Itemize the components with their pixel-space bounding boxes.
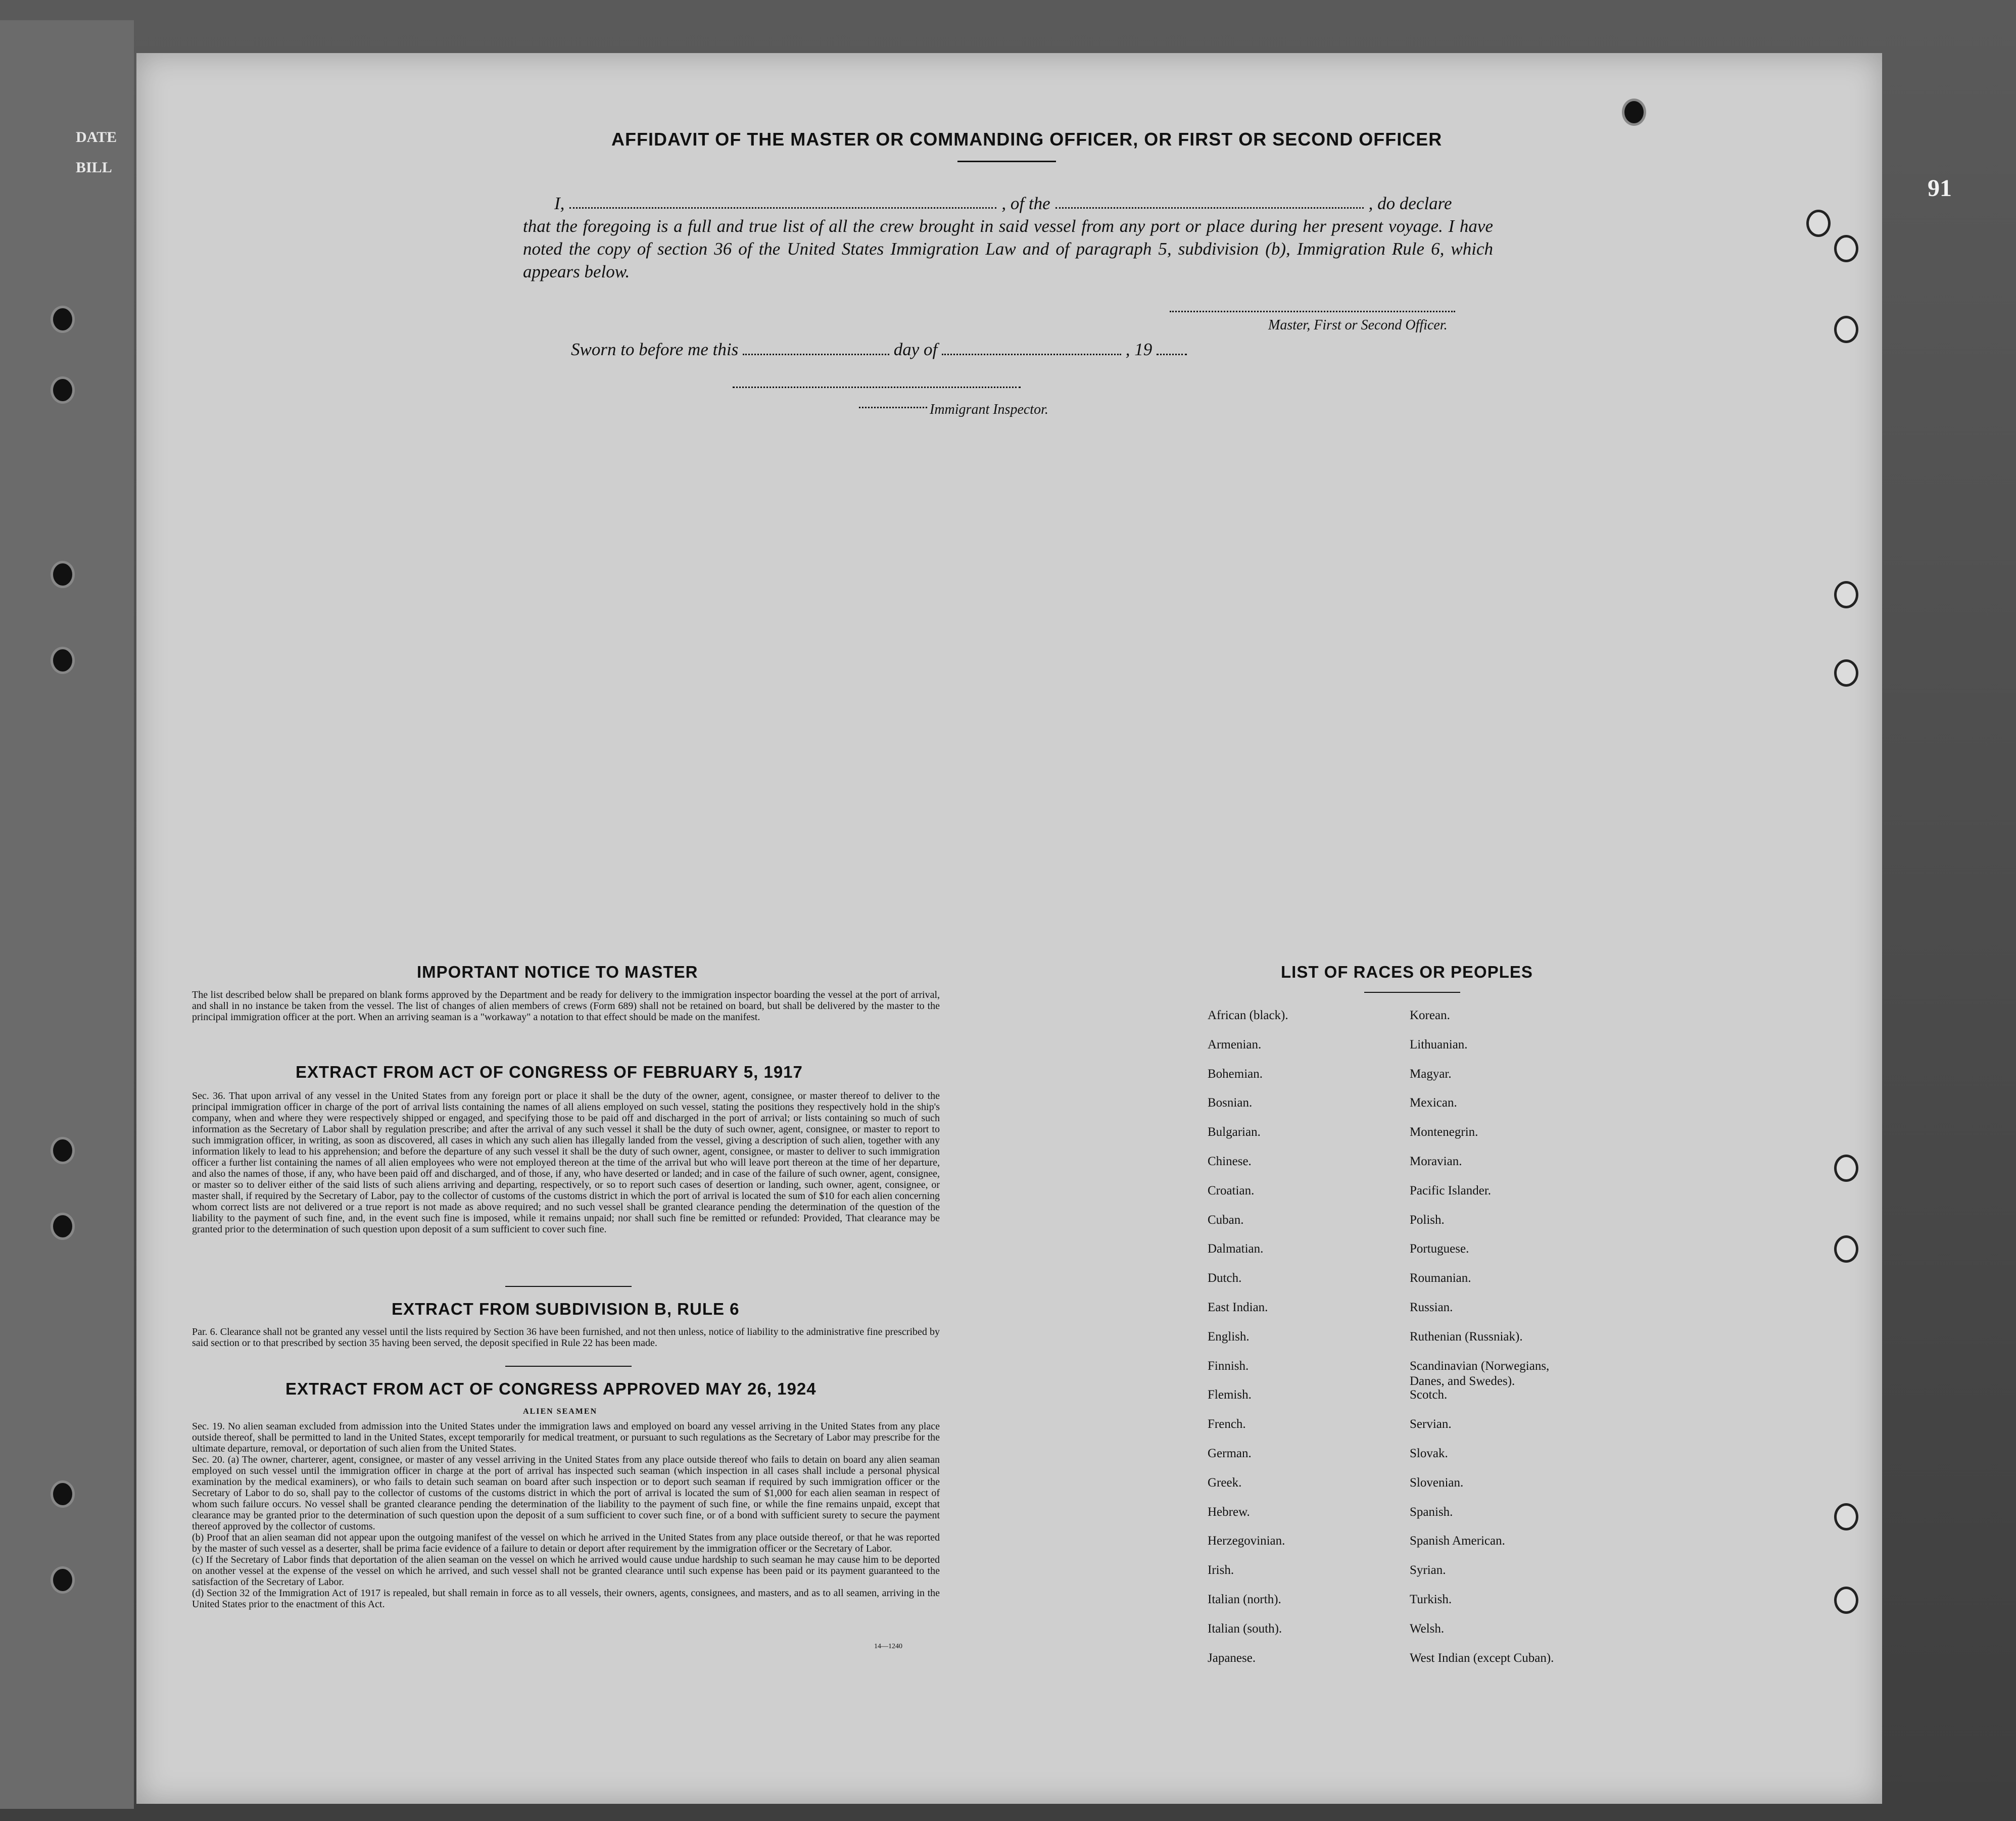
race-item: Dutch. bbox=[1208, 1271, 1242, 1285]
binder-hole bbox=[1834, 1503, 1858, 1530]
race-item: German. bbox=[1208, 1446, 1252, 1460]
race-item: Scotch. bbox=[1410, 1388, 1448, 1402]
binder-hole bbox=[51, 376, 75, 404]
binder-hole bbox=[51, 1137, 75, 1164]
race-item: Italian (south). bbox=[1208, 1621, 1282, 1636]
race-item: Japanese. bbox=[1208, 1651, 1256, 1665]
race-item: Turkish. bbox=[1410, 1592, 1452, 1606]
race-item: Mexican. bbox=[1410, 1096, 1457, 1110]
vessel-name-field[interactable] bbox=[1055, 192, 1364, 209]
form-number: 14—1240 bbox=[874, 1643, 902, 1650]
previous-page-edge bbox=[0, 20, 134, 1809]
binder-hole bbox=[1834, 316, 1858, 343]
i-label: I, bbox=[554, 194, 565, 213]
race-item: Scandinavian (Norwegians, Danes, and Swedes). bbox=[1410, 1359, 1550, 1388]
day-of-label: day of bbox=[893, 340, 938, 359]
extract-rule6-text: Par. 6. Clearance shall not be granted any vessel until the lists required by Section 36 have been furnished, and not then unless, notice of liability to the administrative fine prescribed by said section or to that prescribed by section 35 having been served, the deposit specified in Rule 22 has been made. bbox=[192, 1326, 940, 1349]
extract-rule6-title: EXTRACT FROM SUBDIVISION B, RULE 6 bbox=[392, 1300, 740, 1318]
notice-title: IMPORTANT NOTICE TO MASTER bbox=[417, 963, 698, 981]
race-item: Lithuanian. bbox=[1410, 1037, 1468, 1051]
binder-hole bbox=[51, 1480, 75, 1508]
binder-hole bbox=[51, 561, 75, 588]
binder-hole bbox=[51, 306, 75, 333]
sworn-line bbox=[571, 339, 1187, 360]
page-number: 91 bbox=[1928, 175, 1952, 202]
race-item: Herzegovinian. bbox=[1208, 1534, 1285, 1548]
binder-hole bbox=[1834, 581, 1858, 608]
race-item: Pacific Islander. bbox=[1410, 1183, 1492, 1197]
race-item: Bohemian. bbox=[1208, 1067, 1263, 1081]
affidavit-text: that the foregoing is a full and true list of all the crew brought in said vessel from any port or place during her present voyage. I have noted the copy of section 36 of the United States Immigration Law and of paragraph 5, subdivision (b), Immigration Rule 6, which appears below. bbox=[523, 216, 1493, 281]
title-rule bbox=[957, 161, 1056, 162]
sworn-prefix: Sworn to before me this bbox=[571, 340, 739, 359]
binder-hole bbox=[1622, 99, 1646, 126]
year-prefix: , 19 bbox=[1125, 340, 1153, 359]
race-item: Welsh. bbox=[1410, 1621, 1445, 1636]
races-title: LIST OF RACES OR PEOPLES bbox=[1281, 963, 1533, 981]
race-item: Greek. bbox=[1208, 1475, 1242, 1490]
binder-hole bbox=[1834, 659, 1858, 687]
date-label: DATE bbox=[76, 129, 117, 146]
race-item: African (black). bbox=[1208, 1009, 1288, 1022]
race-item: Spanish. bbox=[1410, 1505, 1453, 1519]
race-item: Flemish. bbox=[1208, 1388, 1252, 1402]
alien-seamen-subtitle: ALIEN SEAMEN bbox=[523, 1407, 598, 1416]
race-item: Servian. bbox=[1410, 1417, 1452, 1431]
races-list bbox=[1208, 1008, 1612, 1680]
race-item: Croatian. bbox=[1208, 1183, 1255, 1197]
race-item: English. bbox=[1208, 1329, 1250, 1344]
race-item: Montenegrin. bbox=[1410, 1125, 1478, 1139]
notice-text: The list described below shall be prepared on blank forms approved by the Department and be ready for delivery to the immigration inspector boarding the vessel at the port of arrival, and shall in no instance be taken from the vessel. The list of changes of alien members of crews (Form 689) shall not be retained on board, but shall be delivered by the master to the principal immigration officer at the port. When an arriving seaman is a "workaway" a notation to that effect should be made on the manifest. bbox=[192, 989, 940, 1023]
race-item: Finnish. bbox=[1208, 1359, 1249, 1373]
race-item: Hebrew. bbox=[1208, 1505, 1250, 1519]
race-item: Korean. bbox=[1410, 1009, 1450, 1022]
sworn-year-field[interactable] bbox=[1157, 339, 1187, 355]
inspector-signature-lead bbox=[859, 407, 927, 408]
master-signature-label: Master, First or Second Officer. bbox=[1268, 317, 1448, 333]
inspector-signature-line[interactable] bbox=[733, 387, 1021, 388]
race-item: Syrian. bbox=[1410, 1563, 1446, 1577]
bill-label: BILL bbox=[76, 159, 112, 176]
race-item: West Indian (except Cuban). bbox=[1410, 1651, 1554, 1665]
binder-hole bbox=[51, 1566, 75, 1594]
race-item: Polish. bbox=[1410, 1213, 1445, 1227]
race-item: Slovak. bbox=[1410, 1446, 1448, 1460]
race-item: Cuban. bbox=[1208, 1213, 1244, 1227]
race-item: Bulgarian. bbox=[1208, 1125, 1261, 1139]
do-declare-label: , do declare bbox=[1368, 194, 1452, 213]
race-item: Chinese. bbox=[1208, 1154, 1252, 1168]
race-item: East Indian. bbox=[1208, 1300, 1268, 1314]
race-item: Slovenian. bbox=[1410, 1475, 1464, 1490]
of-the-label: , of the bbox=[1001, 194, 1050, 213]
race-item: Roumanian. bbox=[1410, 1271, 1471, 1285]
race-item: Bosnian. bbox=[1208, 1096, 1253, 1110]
binder-hole bbox=[1834, 235, 1858, 262]
affidavit-body bbox=[523, 192, 1493, 283]
inspector-label: Immigrant Inspector. bbox=[930, 402, 1048, 417]
extract-1924-text: Sec. 19. No alien seaman excluded from admission into the United States under the immigration laws and employed on board any vessel arriving in the United States from any place outside thereof, shall be permitted to land in the United States, except temporarily for medical treatment, or pursuant to such regulations as the Secretary of Labor may prescribe for the ultimate departure, removal, or deportation of such alien from the United States. Sec. 20. (a) The owner, charterer, agent, consignee, or master of any vessel arriving in the United States from any place outside thereof who fails to detain on board any alien seaman employed on such vessel until the immigration officer in charge at the port of arrival has inspected such seaman (which inspection in all cases shall include a personal physical examination by the medical examiners), or who fails to detain such seaman on board after such inspection or to deport such seaman if required by such immigration officer or the Secretary of Labor to do so, shall pay to the collector of customs of the customs district in which the port of arrival is located the sum of $1,000 for each alien seaman in respect of whom such failure occurs. No vessel shall be granted clearance pending the determination of the liability to the payment of such fine, or while the fine remains unpaid, except that clearance may be granted prior to the determination of such question upon the deposit of a sum sufficient to cover such fine, or of a bond with sufficient surety to secure the payment thereof approved by the collector of customs. (b) Proof that an alien seaman did not appear upon the outgoing manifest of the vessel on which he arrived in the United States from any place outside thereof, or that he was reported by the master of such vessel as a deserter, shall be prima facie evidence of a failure to detain or deport after requirement by the immigration officer or the Secretary of Labor. (c) If the Secretary of Labor finds that deportation of the alien seaman on the vessel on which he arrived would cause undue hardship to such seaman he may cause him to be deported on another vessel at the expense of the vessel on which he arrived, and such vessel shall not be granted clearance until such expense has been paid or its payment guaranteed to the satisfaction of the Secretary of Labor. (d) Section 32 of the Immigration Act of 1917 is repealed, but shall remain in force as to all vessels, their owners, agents, consignees, and masters, and as to all seamen, arriving in the United States prior to the enactment of this Act. bbox=[192, 1421, 940, 1610]
section-rule bbox=[505, 1366, 632, 1367]
race-item: Russian. bbox=[1410, 1300, 1453, 1314]
race-item: Spanish American. bbox=[1410, 1534, 1505, 1548]
race-item: Italian (north). bbox=[1208, 1592, 1281, 1606]
binder-hole bbox=[1834, 1155, 1858, 1182]
binder-hole bbox=[1834, 1587, 1858, 1614]
section-rule bbox=[505, 1286, 632, 1287]
races-title-rule bbox=[1364, 992, 1460, 993]
race-item: Ruthenian (Russniak). bbox=[1410, 1329, 1523, 1344]
master-signature-line[interactable] bbox=[1170, 311, 1455, 312]
race-item: Magyar. bbox=[1410, 1067, 1452, 1081]
binder-hole bbox=[1806, 210, 1831, 237]
race-item: Portuguese. bbox=[1410, 1242, 1469, 1256]
race-item: Irish. bbox=[1208, 1563, 1234, 1577]
binder-hole bbox=[1834, 1235, 1858, 1263]
race-item: Dalmatian. bbox=[1208, 1242, 1264, 1256]
affidavit-title: AFFIDAVIT OF THE MASTER OR COMMANDING OFFICER, OR FIRST OR SECOND OFFICER bbox=[611, 129, 1443, 150]
extract-1924-title: EXTRACT FROM ACT OF CONGRESS APPROVED MAY 26, 1924 bbox=[285, 1379, 817, 1398]
race-item: Armenian. bbox=[1208, 1037, 1262, 1051]
extract-1917-text: Sec. 36. That upon arrival of any vessel in the United States from any foreign port or place it shall be the duty of the owner, agent, consignee, or master thereof to deliver to the principal immigration officer in charge of the port of arrival lists containing the names of all aliens employed on such vessel, stating the positions they respectively hold in the ship's company, when and where they were respectively shipped or engaged, and specifying those to be paid off and discharged in the port of arrival; or lists containing so much of such information as the Secretary of Labor shall by regulation prescribe; and after the arrival of any such vessel it shall be the duty of such owner, agent, consignee, or master to report to such immigration officer, in writing, as soon as discovered, all cases in which any such alien has illegally landed from the vessel, giving a description of such alien, together with any information likely to lead to his apprehension; and before the departure of any such vessel it shall be the duty of such owner, agent, consignee, or master to deliver to such immigration officer a further list containing the names of all alien employees who were not employed thereon at the time of the arrival but who will leave port thereon at the time of her departure, and also the names of those, if any, who have been paid off and discharged, and of those, if any, who have deserted or landed; and in case of the failure of such owner, agent, consignee, or master so to deliver either of the said lists of such aliens arriving and departing, respectively, or so to report such cases of desertion or landing, such owner, agent, consignee, or master shall, if required by the Secretary of Labor, pay to the collector of customs of the customs district in which the port of arrival is located the sum of $10 for each alien concerning whom correct lists are not delivered or a true report is not made as above required; and no such vessel shall be granted clearance pending the determination of the question of the liability to the payment of such fine, and, in the event such fine is imposed, while it remains unpaid; nor shall such fine be remitted or refunded: Provided, That clearance may be granted prior to the determination of such question upon deposit of a sum sufficient to cover such fine. bbox=[192, 1090, 940, 1235]
race-item: French. bbox=[1208, 1417, 1246, 1431]
binder-hole bbox=[51, 1213, 75, 1240]
sworn-day-field[interactable] bbox=[743, 339, 889, 355]
extract-1917-title: EXTRACT FROM ACT OF CONGRESS OF FEBRUARY 5, 1917 bbox=[296, 1063, 803, 1081]
binder-hole bbox=[51, 647, 75, 674]
master-name-field[interactable] bbox=[569, 192, 996, 209]
sworn-month-field[interactable] bbox=[942, 339, 1121, 355]
race-item: Moravian. bbox=[1410, 1154, 1462, 1168]
